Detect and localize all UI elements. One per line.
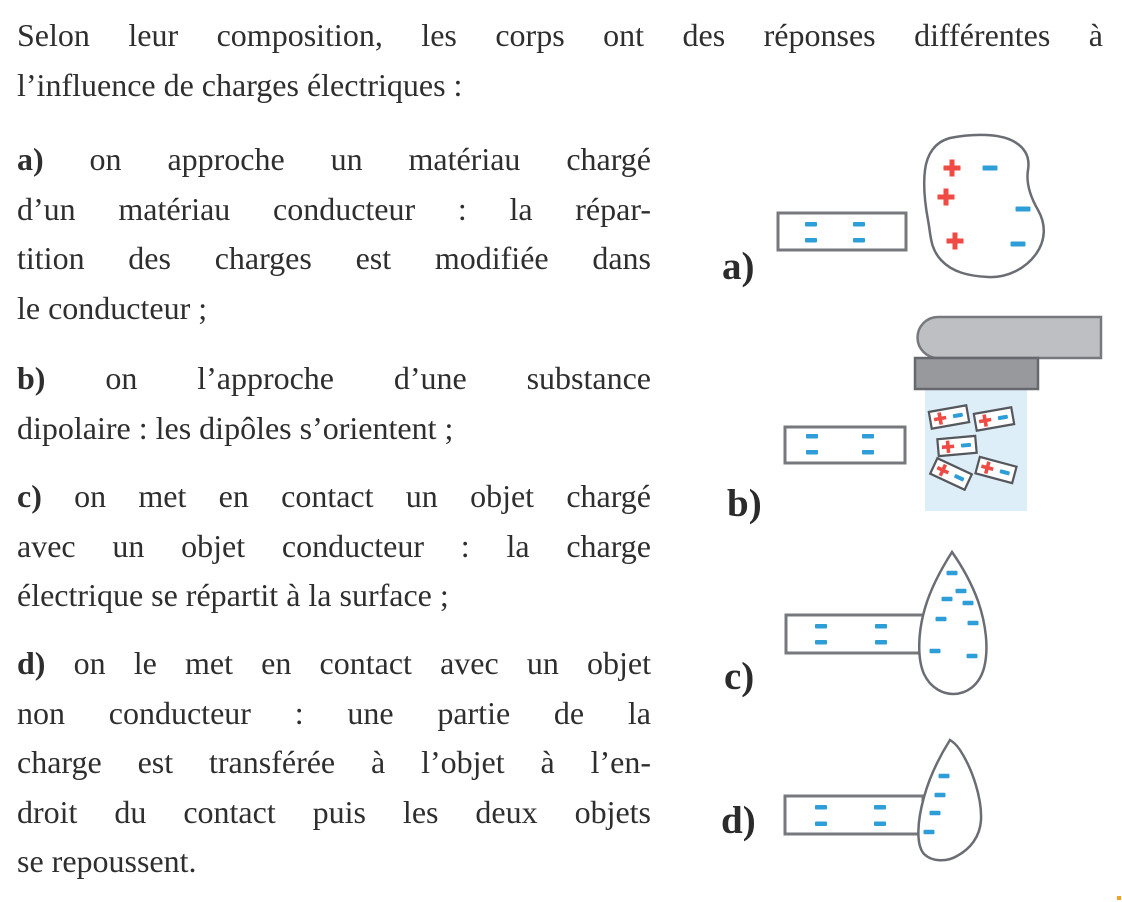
item-text: on le met en contact avec un objet xyxy=(73,645,652,681)
item-label-b: b) xyxy=(17,360,46,396)
diagram-label-b: b) xyxy=(727,482,762,525)
item-label-c: c) xyxy=(17,478,42,514)
diagram-a xyxy=(778,135,1044,277)
minus-icon xyxy=(806,434,818,439)
minus-icon xyxy=(930,649,941,654)
item-text: on met en contact un objet chargé xyxy=(74,478,652,514)
text-line xyxy=(17,354,651,404)
diagram-label-a: a) xyxy=(722,245,755,288)
text-line: tition des charges est modifiée dans xyxy=(17,240,651,276)
minus-icon xyxy=(935,793,946,798)
text-line: dipolaire : les dipôles s’orientent ; xyxy=(17,409,454,446)
page-corner-mark xyxy=(1117,896,1121,900)
minus-icon xyxy=(862,450,874,455)
text-line: droit du contact puis les deux objets xyxy=(17,793,651,830)
paragraph-d xyxy=(17,639,651,887)
charged-rod xyxy=(785,427,905,463)
minus-icon xyxy=(874,805,886,810)
minus-icon xyxy=(874,822,886,827)
text-line: le conducteur ; xyxy=(17,289,208,326)
diagram-d xyxy=(785,740,981,860)
faucet-spout xyxy=(915,358,1038,389)
faucet-body xyxy=(918,317,1101,358)
text-line: l’influence de charges électriques : xyxy=(17,66,463,103)
diagram-b xyxy=(785,317,1101,511)
minus-icon xyxy=(947,571,958,576)
charged-rod xyxy=(778,213,906,250)
text-line: électrique se répartit à la surface ; xyxy=(17,577,449,613)
paragraph-b xyxy=(17,354,651,453)
minus-icon xyxy=(862,434,874,439)
minus-icon xyxy=(968,621,979,626)
paragraph-a xyxy=(17,135,651,333)
minus-icon xyxy=(939,774,950,779)
item-label-a: a) xyxy=(17,141,44,177)
minus-icon xyxy=(967,654,978,659)
paragraph-c xyxy=(17,472,651,621)
minus-icon xyxy=(983,166,998,171)
diagram-label-d: d) xyxy=(721,799,756,842)
text-line xyxy=(17,135,651,185)
minus-icon xyxy=(924,830,935,835)
minus-icon xyxy=(963,601,974,606)
minus-icon xyxy=(875,624,887,629)
minus-icon xyxy=(1011,242,1026,247)
intro-paragraph xyxy=(17,11,1103,110)
charged-rod xyxy=(785,796,923,834)
minus-icon xyxy=(1016,207,1031,212)
item-text: on l’approche d’une substance xyxy=(105,360,652,396)
minus-icon xyxy=(936,617,947,622)
text-line: charge est transférée à l’objet à l’en- xyxy=(17,744,651,780)
minus-icon xyxy=(815,822,827,827)
minus-icon xyxy=(815,805,827,810)
minus-icon xyxy=(930,811,941,816)
minus-icon xyxy=(806,450,818,455)
text-line: Selon leur composition, les corps ont des réponses différentes à xyxy=(17,17,1103,53)
minus-icon xyxy=(956,589,967,594)
item-label-d: d) xyxy=(17,645,46,681)
item-text: on approche un matériau chargé xyxy=(89,141,651,177)
minus-icon xyxy=(875,640,887,645)
diagram-c xyxy=(786,552,986,694)
diagram-label-c: c) xyxy=(724,655,755,698)
minus-icon xyxy=(815,640,827,645)
text-line xyxy=(17,472,651,522)
dipole xyxy=(937,436,976,456)
text-line xyxy=(17,639,651,689)
minus-icon xyxy=(942,597,953,602)
text-line: non conducteur : une partie de la xyxy=(17,694,651,731)
charged-rod xyxy=(786,615,923,653)
minus-icon xyxy=(805,238,817,243)
conductor-blob xyxy=(924,135,1044,277)
diagrams-canvas xyxy=(700,120,1122,902)
minus-icon xyxy=(853,222,865,227)
minus-icon xyxy=(815,624,827,629)
text-line: se repoussent. xyxy=(17,843,197,879)
minus-icon xyxy=(853,238,865,243)
minus-icon xyxy=(805,222,817,227)
text-line: d’un matériau conducteur : la répar- xyxy=(17,190,651,227)
text-line: avec un objet conducteur : la charge xyxy=(17,527,651,564)
insulator-drop xyxy=(918,740,981,860)
